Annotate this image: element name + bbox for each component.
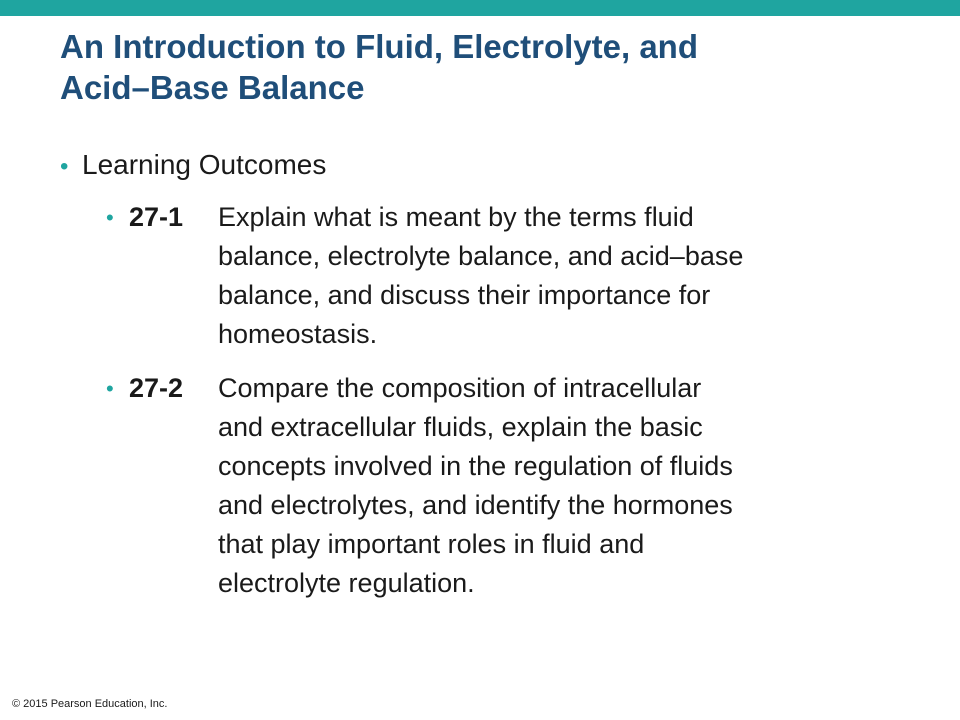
slide-title-line: An Introduction to Fluid, Electrolyte, and — [60, 28, 698, 65]
bullet-icon: • — [60, 153, 69, 180]
outcome-description — [218, 198, 926, 354]
outcome-line: Compare the composition of intracellular — [218, 373, 702, 403]
outcome-line: Explain what is meant by the terms fluid — [218, 202, 694, 232]
learning-outcomes-heading — [60, 145, 326, 187]
slide-title — [60, 26, 920, 108]
bullet-icon: • — [106, 205, 114, 230]
slide-title-line: Acid–Base Balance — [60, 69, 365, 106]
top-accent-bar — [0, 0, 960, 16]
outcome-line: concepts involved in the regulation of fluids — [218, 451, 733, 481]
outcome-line: and extracellular fluids, explain the basic — [218, 412, 703, 442]
heading-text: Learning Outcomes — [82, 149, 327, 180]
bullet-icon: • — [106, 376, 114, 401]
outcome-line: balance, and discuss their importance for — [218, 280, 711, 310]
copyright-notice: © 2015 Pearson Education, Inc. — [12, 698, 168, 710]
outcome-line: homeostasis. — [218, 319, 378, 349]
outcome-code: 27-1 — [129, 202, 184, 232]
outcome-line: electrolyte regulation. — [218, 568, 475, 598]
outcome-line: balance, electrolyte balance, and acid–base — [218, 241, 744, 271]
learning-outcome-item — [106, 198, 926, 354]
outcome-line: and electrolytes, and identify the hormones — [218, 490, 733, 520]
learning-outcome-item — [106, 369, 926, 603]
outcome-line: that play important roles in fluid and — [218, 529, 645, 559]
outcome-code: 27-2 — [129, 373, 184, 403]
outcome-description — [218, 369, 926, 603]
